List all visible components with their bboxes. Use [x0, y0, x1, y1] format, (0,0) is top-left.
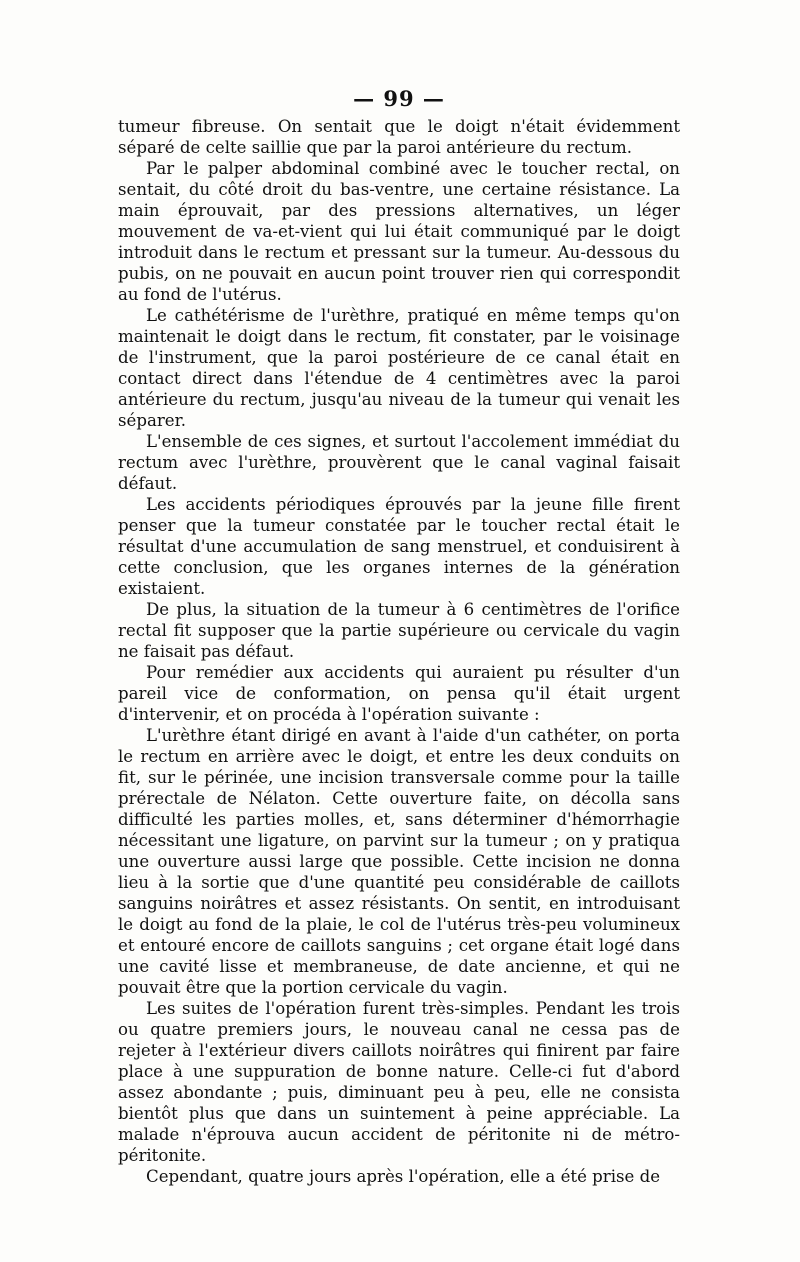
paragraph-10: Cependant, quatre jours après l'opération, elle a été prise de — [146, 1167, 661, 1186]
paragraph-3: Le cathétérisme de l'urèthre, pratiqué en même temps qu'on maintenait le doigt dans le rectum, fit constater, par le voisinage de l'instrument, que la paroi postérieure de ce canal était en contact direct dans l'étendue de 4 centimètres avec la paroi antérieure du rectum, jusqu'au niveau de la tumeur qui venait les séparer. — [118, 306, 680, 430]
page-number: — 99 — — [353, 86, 445, 111]
paragraph-8: L'urèthre étant dirigé en avant à l'aide d'un cathéter, on porta le rectum en arrière avec le doigt, et entre les deux conduits on fit, sur le périnée, une incision transversale comme pour la taille prérectale de Nélaton. Cette ouverture faite, on décolla sans difficulté les parties molles, et, sans déterminer d'hémorrhagie nécessitant une ligature, on parvint sur la tumeur ; on y pratiqua une ouverture aussi large que possible. Cette incision ne donna lieu à la sortie que d'une quantité peu considérable de caillots sanguins noirâtres et assez résistants. On sentit, en introduisant le doigt au fond de la plaie, le col de l'utérus très-peu volumineux et entouré encore de caillots sanguins ; cet organe était logé dans une cavité lisse et membraneuse, de date ancienne, et qui ne pouvait être que la portion cervicale du vagin. — [118, 726, 680, 997]
paragraph-9: Les suites de l'opération furent très-simples. Pendant les trois ou quatre premiers jours, le nouveau canal ne cessa pas de rejeter à l'extérieur divers caillots noirâtres qui finirent par faire place à une suppuration de bonne nature. Celle-ci fut d'abord assez abondante ; puis, diminuant peu à peu, elle ne consista bientôt plus que dans un suintement à peine appréciable. La malade n'éprouva aucun accident de péritonite ni de métro-péritonite. — [118, 999, 680, 1165]
paragraph-6: De plus, la situation de la tumeur à 6 centimètres de l'orifice rectal fit supposer que la partie supérieure ou cervicale du vagin ne faisait pas défaut. — [118, 600, 680, 661]
page-text-block — [118, 86, 680, 1187]
paragraph-5: Les accidents périodiques éprouvés par la jeune fille firent penser que la tumeur constatée par le toucher rectal était le résultat d'une accumulation de sang menstruel, et conduisirent à cette conclusion, que les organes internes de la génération existaient. — [118, 495, 680, 598]
paragraph-7: Pour remédier aux accidents qui auraient pu résulter d'un pareil vice de conformation, on pensa qu'il était urgent d'intervenir, et on procéda à l'opération suivante : — [118, 663, 680, 724]
paragraph-4: L'ensemble de ces signes, et surtout l'accolement immédiat du rectum avec l'urèthre, prouvèrent que le canal vaginal faisait défaut. — [118, 432, 680, 493]
paragraph-1: tumeur fibreuse. On sentait que le doigt n'était évidemment séparé de celte saillie que par la paroi antérieure du rectum. — [118, 117, 680, 157]
paragraph-2: Par le palper abdominal combiné avec le toucher rectal, on sentait, du côté droit du bas-ventre, une certaine résistance. La main éprouvait, par des pressions alternatives, un léger mouvement de va-et-vient qui lui était communiqué par le doigt introduit dans le rectum et pressant sur la tumeur. Au-dessous du pubis, on ne pouvait en aucun point trouver rien qui correspondit au fond de l'utérus. — [118, 159, 680, 304]
